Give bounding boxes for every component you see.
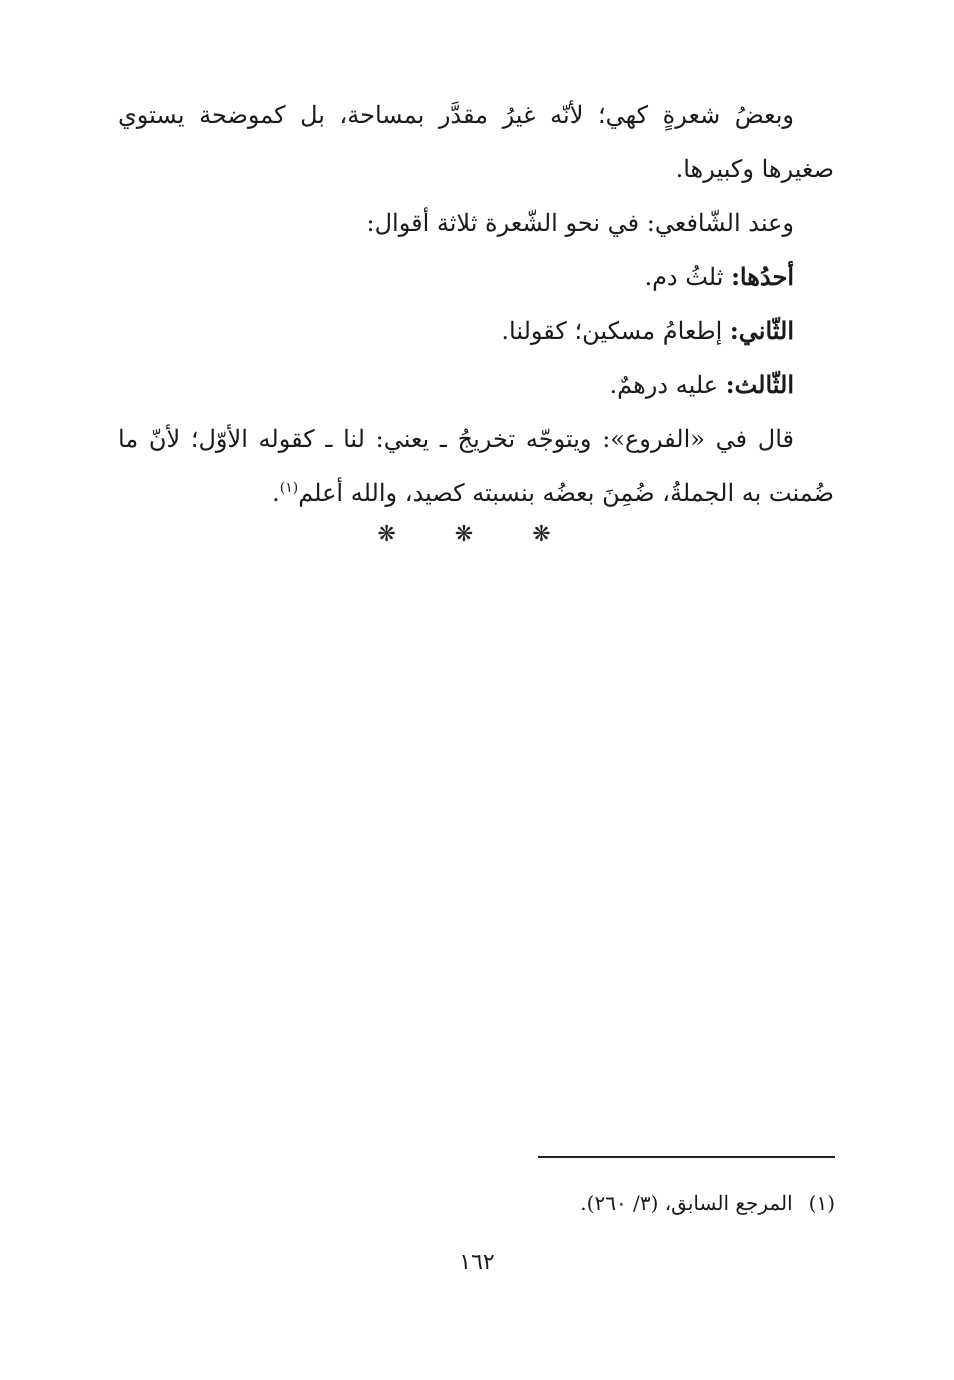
footnote-number: (١) bbox=[808, 1191, 835, 1215]
footnote-reference[interactable]: (١) bbox=[279, 480, 299, 496]
opinion-term: أحدُها: bbox=[731, 262, 794, 291]
paragraph-3-text: قال في «الفروع»: ويتوجّه تخريجُ ـ يعني: لنا ـ كقوله الأوّل؛ لأنّ ما ضُمنت به الجملةُ، ضُمِنَ بعضُه بنسبته كصيد، والله أعلم bbox=[118, 425, 834, 507]
paragraph-2: وعند الشّافعي: في نحو الشّعرة ثلاثة أقوال: bbox=[366, 209, 794, 237]
opinion-1 bbox=[118, 250, 834, 304]
footnote-divider bbox=[538, 1156, 835, 1158]
footnote-text: المرجع السابق، (٣/ ٢٦٠). bbox=[580, 1191, 793, 1215]
paragraph-3 bbox=[118, 412, 834, 520]
paragraph-1: وبعضُ شعرةٍ كهي؛ لأنّه غيرُ مقدَّر بمساحة، بل كموضحة يستوي صغيرها وكبيرها. bbox=[118, 101, 834, 183]
paragraph-3-end: . bbox=[272, 479, 280, 507]
opinion-text: عليه درهمٌ. bbox=[609, 371, 726, 399]
opinion-term: الثّالث: bbox=[725, 370, 794, 399]
opinion-text: إطعامُ مسكين؛ كقولنا. bbox=[501, 317, 730, 345]
footnote bbox=[440, 1188, 835, 1218]
opinion-term: الثّاني: bbox=[729, 316, 794, 345]
page-number: ١٦٢ bbox=[459, 1250, 495, 1275]
section-separator: ❋ ❋ ❋ bbox=[377, 522, 577, 547]
opinion-3 bbox=[118, 358, 834, 412]
opinion-text: ثلثُ دم. bbox=[644, 263, 732, 291]
main-text bbox=[118, 88, 834, 520]
opinion-2 bbox=[118, 304, 834, 358]
